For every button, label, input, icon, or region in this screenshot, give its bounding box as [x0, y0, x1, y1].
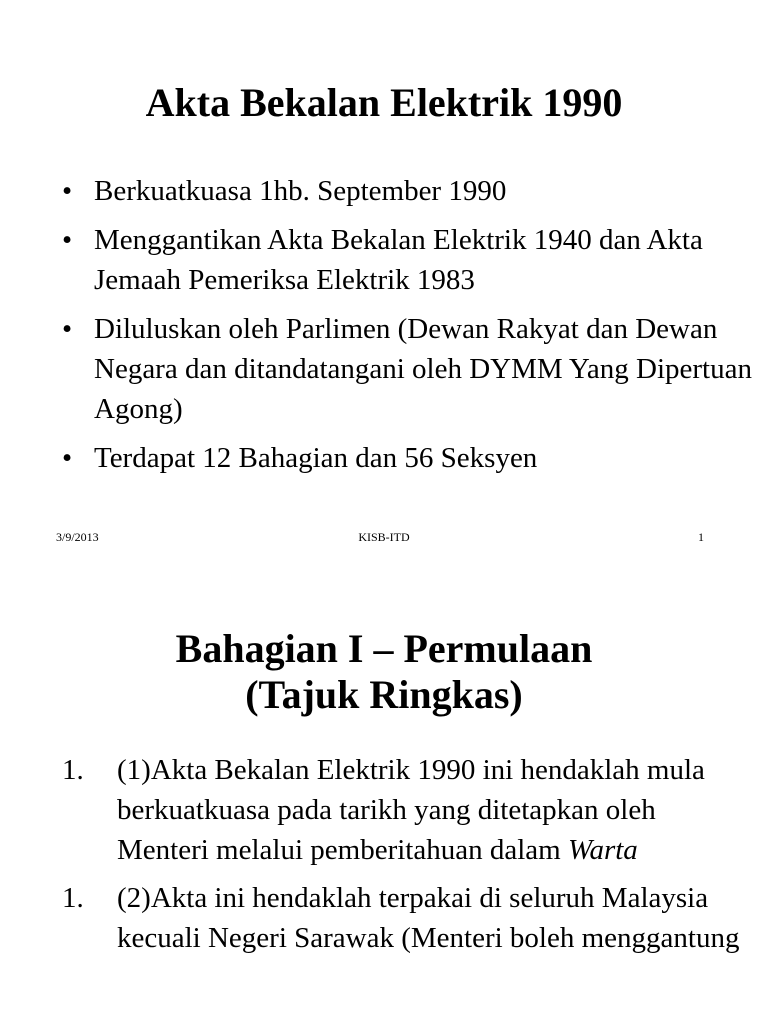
- slide-title-line-1: Bahagian I – Permulaan: [175, 626, 593, 671]
- bullet-item: [62, 171, 752, 211]
- item-text: (2)Akta ini hendaklah terpakai di seluruh Malaysia kecuali Negeri Sarawak (Menteri boleh menggantung: [117, 882, 740, 954]
- slide-2: [0, 560, 768, 1024]
- bullet-item: [62, 438, 752, 478]
- bullet-text: Terdapat 12 Bahagian dan 56 Seksyen: [94, 442, 538, 474]
- bullet-item: [62, 220, 752, 300]
- list-item: [62, 750, 752, 870]
- slide-title: Akta Bekalan Elektrik 1990: [145, 80, 623, 125]
- bullet-list: [62, 171, 752, 487]
- item-number: 1.: [62, 882, 84, 914]
- bullet-text: Berkuatkuasa 1hb. September 1990: [94, 175, 507, 207]
- bullet-item: [62, 309, 752, 429]
- slide-title: [0, 626, 768, 718]
- bullet-dot-icon: •: [62, 442, 73, 474]
- slide-title-line-2: (Tajuk Ringkas): [245, 672, 523, 717]
- list-item: [62, 878, 752, 958]
- bullet-dot-icon: •: [62, 224, 73, 256]
- section-list: [62, 750, 752, 966]
- item-emphasis: Warta: [567, 834, 638, 866]
- footer-org: KISB-ITD: [358, 530, 410, 544]
- bullet-dot-icon: •: [62, 175, 73, 207]
- item-text: (1)Akta Bekalan Elektrik 1990 ini hendaklah mula berkuatkuasa pada tarikh yang ditetapkan oleh Menteri melalui pemberitahuan dalam: [117, 754, 705, 866]
- bullet-text: Menggantikan Akta Bekalan Elektrik 1940 dan Akta Jemaah Pemeriksa Elektrik 1983: [94, 224, 703, 296]
- footer-page-number: 1: [698, 530, 704, 544]
- item-number: 1.: [62, 754, 84, 786]
- bullet-dot-icon: •: [62, 313, 73, 345]
- footer-date: 3/9/2013: [56, 530, 99, 544]
- bullet-text: Diluluskan oleh Parlimen (Dewan Rakyat dan Dewan Negara dan ditandatangani oleh DYMM Yang Dipertuan Agong): [94, 313, 752, 425]
